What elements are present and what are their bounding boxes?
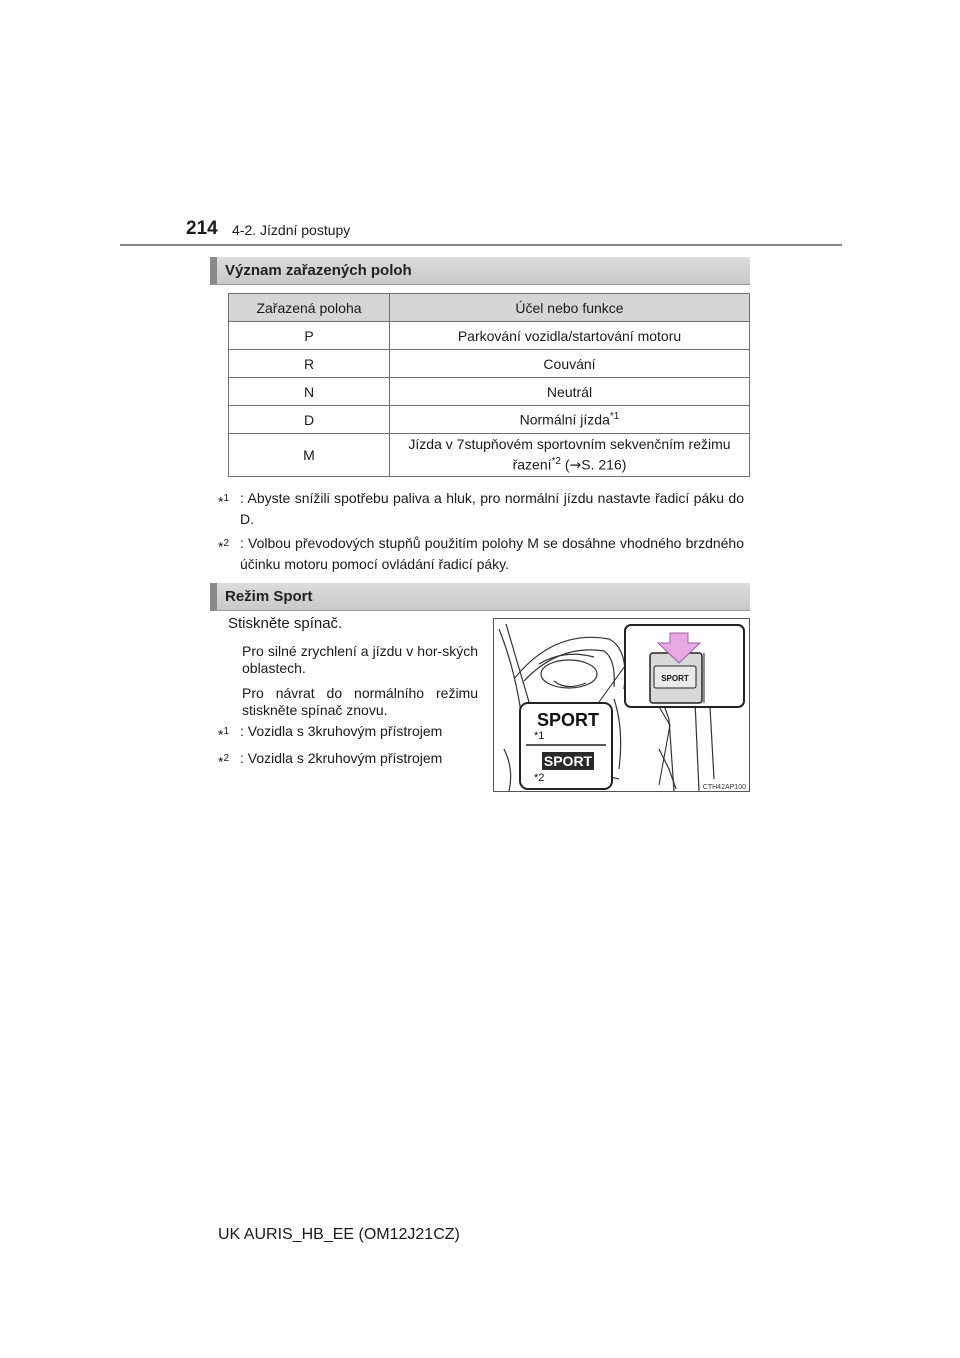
table-cell-position: R	[229, 350, 390, 378]
table-cell-function: Parkování vozidla/startování motoru	[390, 322, 750, 350]
instruction-lead: Stiskněte spínač.	[228, 615, 343, 632]
footnote-text: : Abyste snížili spotřebu paliva a hluk, pro normální jízdu nastavte řadicí páku do D.	[240, 490, 744, 527]
sport-indicator-filled-label: SPORT	[543, 753, 593, 769]
sport-switch-illustration	[493, 618, 750, 792]
table-cell-function: Jízda v 7stupňovém sportovním sekvenčním režimu řazení$^{*2}$ (→S. 216)	[390, 434, 750, 477]
footnote-text: : Volbou převodových stupňů použitím polohy M se dosáhne vhodného brzdného účinku motoru pomocí ovládání řadicí páky.	[240, 535, 744, 572]
page-reference-link[interactable]: S. 216	[581, 456, 622, 473]
table-header-position: Zařazená poloha	[229, 294, 390, 322]
note-2-marker: *2	[534, 772, 545, 784]
reference-arrow: →	[569, 457, 582, 474]
function-text-line1: Jízda v 7stupňovém sportovním sekvenčním režimu	[408, 435, 731, 452]
table-row	[229, 378, 750, 406]
dashboard-drawing	[494, 619, 749, 791]
figure-code: CTH42AP100	[702, 784, 746, 791]
page-number: 214	[186, 218, 218, 239]
table-header-function: Účel nebo funkce	[390, 294, 750, 322]
table-row	[229, 434, 750, 477]
table-cell-function: Neutrál	[390, 378, 750, 406]
footnote-3: *$^1$ : Vozidla s 3kruhovým přístrojem	[218, 721, 478, 742]
function-text-line2: řazení	[512, 456, 552, 473]
shift-positions-table	[228, 293, 750, 477]
section-title: Význam zařazených poloh	[225, 262, 412, 279]
function-text: Normální jízda	[519, 411, 610, 428]
table-cell-position: D	[229, 406, 390, 434]
section-heading-sport-mode	[210, 583, 750, 611]
header-rule	[120, 244, 842, 246]
footnote-ref: *2	[551, 455, 561, 467]
footnote-text: : Vozidla s 2kruhovým přístrojem	[240, 750, 443, 766]
note-1-marker: *1	[534, 730, 545, 742]
paragraph: Pro návrat do normálního režimu stiskněte spínač znovu.	[242, 685, 478, 718]
paragraph: Pro silné zrychlení a jízdu v hor-ských oblastech.	[242, 643, 478, 676]
section-heading-shift-positions	[210, 257, 750, 285]
footnote-2: *$^2$ : Volbou převodových stupňů použitím polohy M se dosáhne vhodného brzdného účinku motoru pomocí ovládání řadicí páky.	[218, 533, 744, 575]
table-cell-position: N	[229, 378, 390, 406]
table-row	[229, 350, 750, 378]
table-cell-function	[390, 406, 750, 434]
footnote-ref: *1	[609, 411, 620, 423]
footnote-1: *$^1$ : Abyste snížili spotřebu paliva a hluk, pro normální jízdu nastavte řadicí páku do D.	[218, 488, 744, 530]
sport-indicator-outline-label: SPORT	[536, 710, 600, 730]
sport-button-label: SPORT	[661, 674, 689, 683]
table-cell-position: M	[229, 434, 390, 477]
table-row	[229, 406, 750, 434]
footnote-text: : Vozidla s 3kruhovým přístrojem	[240, 723, 443, 739]
table-cell-position: P	[229, 322, 390, 350]
table-header-row	[229, 294, 750, 322]
table-cell-function: Couvání	[390, 350, 750, 378]
table-row	[229, 322, 750, 350]
section-title: Režim Sport	[225, 588, 313, 605]
document-id: UK AURIS_HB_EE (OM12J21CZ)	[218, 1226, 460, 1243]
footnote-4: *$^2$ : Vozidla s 2kruhovým přístrojem	[218, 748, 478, 769]
chapter-title: 4-2. Jízdní postupy	[232, 222, 351, 238]
